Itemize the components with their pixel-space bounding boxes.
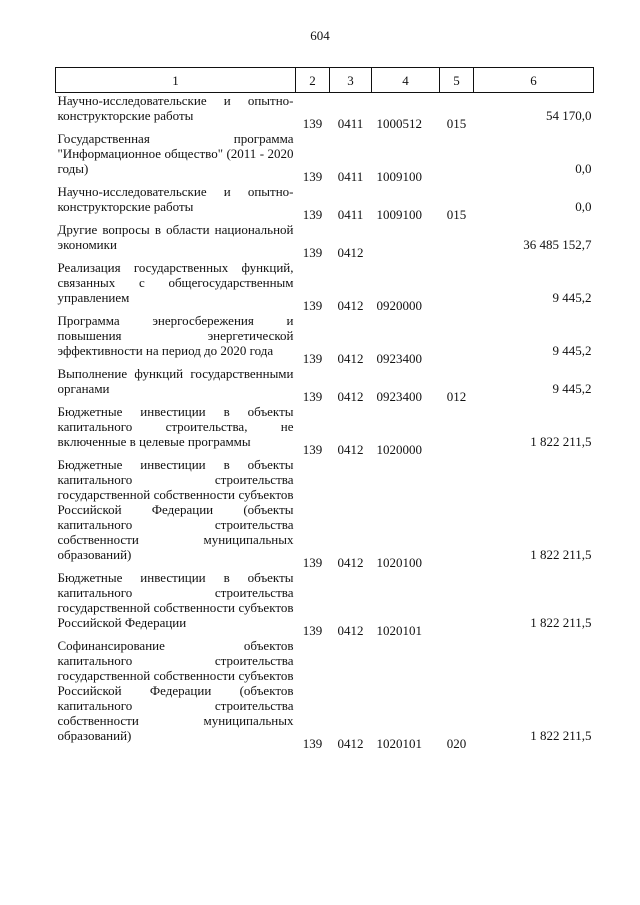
row-name: Софинансирование объектов капитального строительства государственной собственности субъектов Российской Федерации (объектов капитального строительства собственности муниципальных образований) [57,638,294,743]
header-col-6: 6 [474,68,594,93]
row-col-3: 0412 [337,623,364,638]
row-name: Выполнение функций государственными органами [57,366,294,396]
row-col-2: 139 [302,442,323,457]
row-col-2: 139 [302,623,323,638]
row-col-2: 139 [302,736,323,751]
row-name: Научно-исследовательские и опытно-конструкторские работы [57,184,294,214]
row-col-5: 015 [446,116,467,131]
row-col-5: 020 [446,736,467,751]
table-header [56,68,594,93]
row-col-4: 0923400 [376,351,422,366]
row-col-2: 139 [302,169,323,184]
table-row [56,222,594,260]
row-col-5 [440,457,474,570]
row-col-4: 0920000 [376,298,422,313]
row-col-3: 0412 [337,736,364,751]
row-col-5 [440,222,474,260]
table-row [56,638,594,751]
row-col-4: 1020000 [376,442,422,457]
row-col-3: 0411 [337,207,364,222]
row-amount: 1 822 211,5 [530,434,592,449]
row-col-4: 0923400 [376,389,422,404]
row-amount: 0,0 [575,161,592,176]
row-col-2: 139 [302,207,323,222]
row-col-2: 139 [302,116,323,131]
row-amount: 9 445,2 [552,381,592,396]
row-col-5 [440,404,474,457]
table-row [56,366,594,404]
header-col-4: 4 [372,68,440,93]
row-amount: 54 170,0 [546,108,592,123]
row-col-2: 139 [302,389,323,404]
header-col-1: 1 [56,68,296,93]
header-row [56,68,594,93]
table-row [56,93,594,132]
row-col-4: 1009100 [376,207,422,222]
row-amount: 36 485 152,7 [523,237,592,252]
row-name: Реализация государственных функций, связанных с общегосударственным управлением [57,260,294,305]
row-col-3: 0412 [337,555,364,570]
row-col-3: 0412 [337,389,364,404]
row-amount: 9 445,2 [552,290,592,305]
row-col-4: 1020101 [376,623,422,638]
row-amount: 1 822 211,5 [530,547,592,562]
row-col-2: 139 [302,298,323,313]
row-name: Другие вопросы в области национальной экономики [57,222,294,252]
row-amount: 0,0 [575,199,592,214]
row-amount: 1 822 211,5 [530,728,592,743]
row-col-3: 0411 [337,116,364,131]
row-col-3: 0412 [337,298,364,313]
row-name: Бюджетные инвестиции в объекты капитального строительства государственной собственности субъектов Российской Федерации [57,570,294,630]
row-col-5 [440,260,474,313]
row-amount: 1 822 211,5 [530,615,592,630]
row-col-4: 1009100 [376,169,422,184]
table-row [56,260,594,313]
row-name: Бюджетные инвестиции в объекты капитального строительства государственной собственности субъектов Российской Федерации (объекты капитального строительства собственности муниципальных образований) [57,457,294,562]
row-col-4: 1020100 [376,555,422,570]
row-col-5 [440,131,474,184]
table-row [56,313,594,366]
page-number: 604 [310,28,330,43]
row-name: Государственная программа "Информационное общество" (2011 - 2020 годы) [57,131,294,176]
row-col-4: 1000512 [376,116,422,131]
row-amount: 9 445,2 [552,343,592,358]
row-col-3: 0411 [337,169,364,184]
row-col-5 [440,570,474,638]
row-name: Программа энергосбережения и повышения энергетической эффективности на период до 2020 года [57,313,294,358]
row-col-5 [440,313,474,366]
budget-table [55,67,594,751]
table-row [56,184,594,222]
header-col-2: 2 [296,68,330,93]
table-body [56,93,594,752]
header-col-5: 5 [440,68,474,93]
row-col-2: 139 [302,245,323,260]
row-col-3: 0412 [337,245,364,260]
row-col-4 [372,222,440,260]
table-row [56,131,594,184]
header-col-3: 3 [330,68,372,93]
row-col-5: 015 [446,207,467,222]
table-row [56,404,594,457]
row-name: Бюджетные инвестиции в объекты капитального строительства, не включенные в целевые программы [57,404,294,449]
row-col-2: 139 [302,351,323,366]
table-row [56,570,594,638]
row-col-3: 0412 [337,351,364,366]
row-col-3: 0412 [337,442,364,457]
row-col-5: 012 [446,389,467,404]
table-row [56,457,594,570]
row-col-4: 1020101 [376,736,422,751]
row-col-2: 139 [302,555,323,570]
row-name: Научно-исследовательские и опытно-конструкторские работы [57,93,294,123]
